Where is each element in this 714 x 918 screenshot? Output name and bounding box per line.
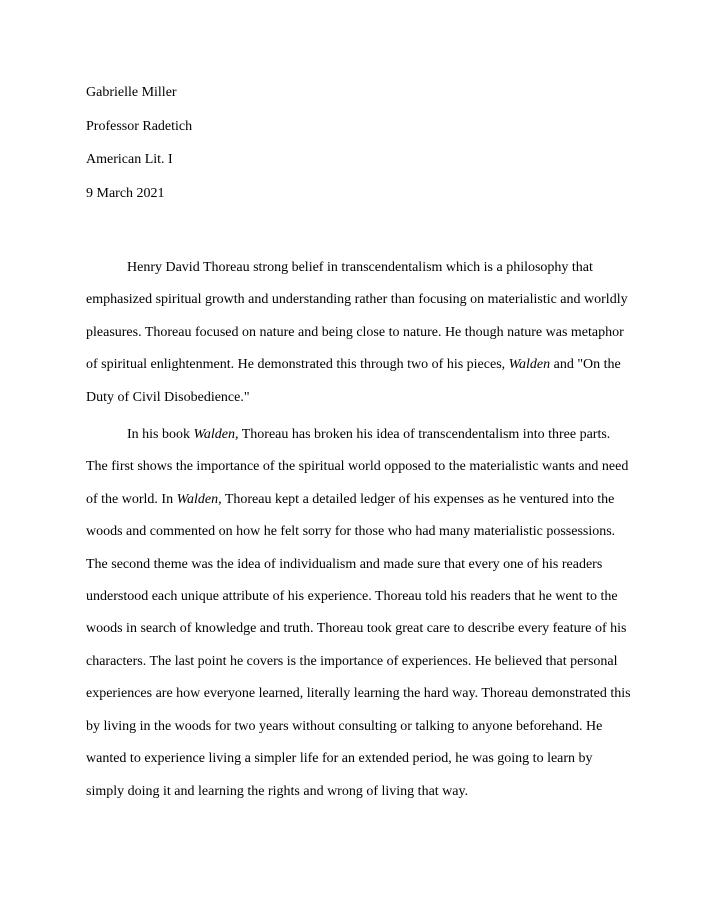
text-run: The first shows the importance of the spiritual world opposed to the materialistic wants and need <box>86 459 629 475</box>
text-line <box>86 549 646 581</box>
italic-title: Walden <box>508 357 551 373</box>
text-run: Duty of Civil Disobedience." <box>86 389 250 405</box>
course-name: American Lit. I <box>86 152 173 167</box>
text-run: , Thoreau kept a detailed ledger of his expenses as he ventured into the <box>218 491 615 507</box>
text-line <box>86 382 646 414</box>
text-run: emphasized spiritual growth and understanding rather than focusing on materialistic and worldly <box>86 292 628 308</box>
text-run: Thoreau has broken his idea of transcendentalism into three parts. <box>238 427 611 443</box>
document-header <box>86 83 192 217</box>
text-line <box>86 516 646 548</box>
text-line <box>86 646 646 678</box>
text-line <box>86 317 646 349</box>
text-run: Henry David Thoreau strong belief in transcendentalism which is a philosophy that <box>127 260 593 275</box>
text-run: woods in search of knowledge and truth. Thoreau took great care to describe every feature of his <box>86 621 627 637</box>
italic-title: Walden <box>176 491 219 507</box>
text-line <box>86 419 646 451</box>
text-run: The second theme was the idea of individualism and made sure that every one of his readers <box>86 556 603 572</box>
document-date: 9 March 2021 <box>86 185 165 201</box>
author-name: Gabrielle Miller <box>86 85 177 100</box>
text-run: simply doing it and learning the rights and wrong of living that way. <box>86 783 469 799</box>
text-line <box>86 252 646 284</box>
text-line <box>86 711 646 743</box>
text-run: of spiritual enlightenment. He demonstrated this through two of his pieces, <box>86 357 509 373</box>
text-run: In his book <box>127 427 194 443</box>
professor-name: Professor Radetich <box>86 118 193 134</box>
text-run: experiences are how everyone learned, literally learning the hard way. Thoreau demonstrated this <box>86 686 631 702</box>
text-run: understood each unique attribute of his experience. Thoreau told his readers that he went to the <box>86 589 618 605</box>
italic-title: Walden, <box>193 427 239 443</box>
text-line <box>86 776 646 808</box>
text-run: woods and commented on how he felt sorry for those who had many materialistic possessions. <box>86 524 616 540</box>
text-run: characters. The last point he covers is the importance of experiences. He believed that personal <box>86 653 618 669</box>
text-run: and "On the <box>550 357 621 373</box>
text-run: wanted to experience living a simpler life for an extended period, he was going to learn by <box>86 751 593 767</box>
text-line <box>86 743 646 775</box>
text-line <box>86 678 646 710</box>
text-line <box>86 349 646 381</box>
paragraph <box>86 252 646 414</box>
text-run: of the world. In <box>86 491 177 507</box>
paragraph <box>86 419 646 808</box>
text-line <box>86 613 646 645</box>
text-run: pleasures. Thoreau focused on nature and being close to nature. He though nature was metaphor <box>86 324 624 340</box>
text-line <box>86 581 646 613</box>
text-line <box>86 451 646 483</box>
document-body <box>86 252 646 813</box>
text-line <box>86 484 646 516</box>
text-run: by living in the woods for two years without consulting or talking to anyone beforehand. He <box>86 718 603 734</box>
text-line <box>86 284 646 316</box>
